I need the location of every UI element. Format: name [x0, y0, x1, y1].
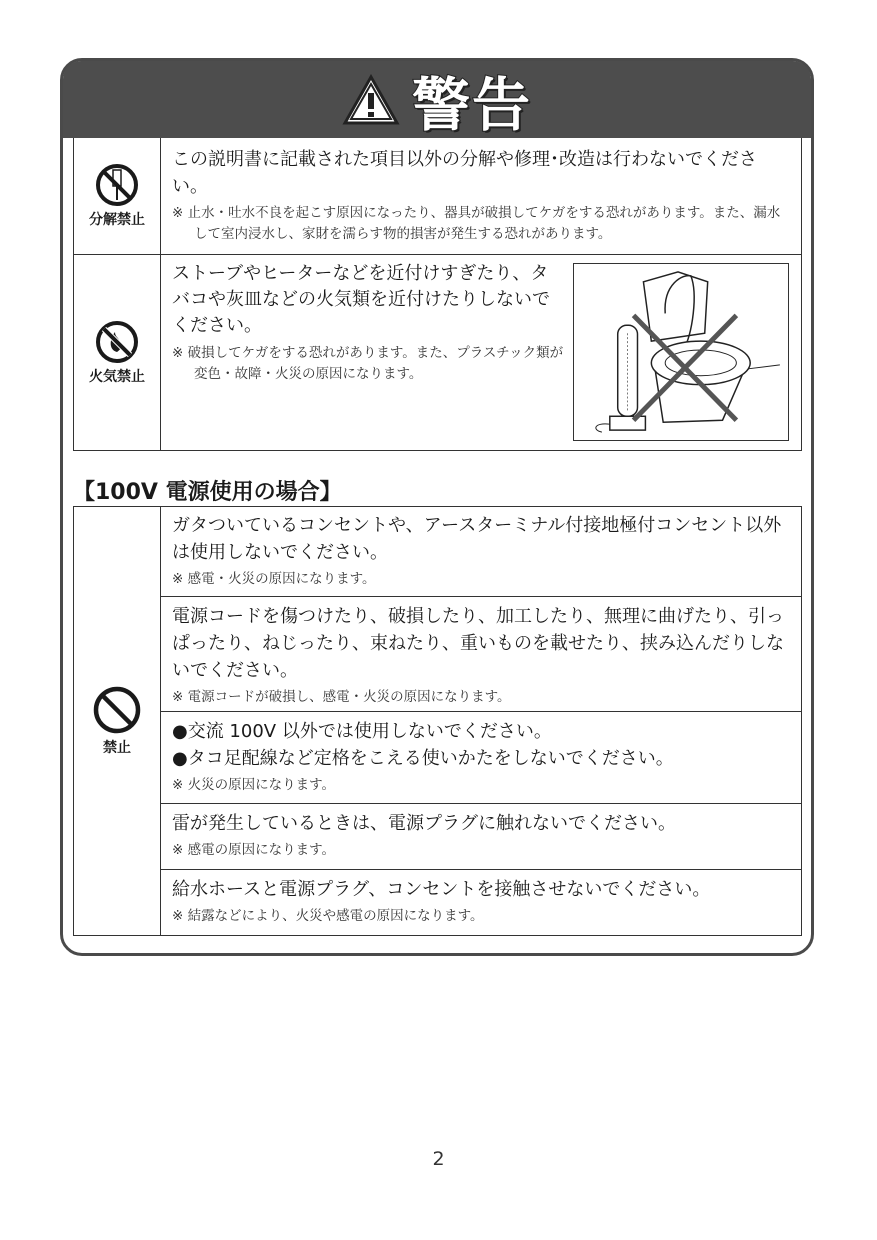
prohibition-main-text: ●タコ足配線など定格をこえる使いかたをしないでください。: [172, 748, 674, 769]
prohibition-item: [160, 711, 801, 806]
prohibition-block: [73, 506, 802, 936]
no-fire-icon: [95, 320, 139, 364]
no-disassembly-icon: [95, 163, 139, 207]
prohibition-main-text: ガタついているコンセントや、アースターミナル付接地極付コンセント以外は使用しないでください。: [172, 514, 782, 563]
warning-row-fire: [73, 254, 802, 451]
prohibition-note: ※ 電源コードが破損し、感電・火災の原因になります。: [172, 689, 511, 705]
prohibition-note: ※ 感電の原因になります。: [172, 842, 336, 858]
page-number: 2: [432, 1148, 445, 1170]
warning-note: ※ 止水・吐水不良を起こす原因になったり、器具が破損してケガをする恐れがあります。また、漏水して室内浸水し、家財を濡らす物的損害が発生する恐れがあります。: [172, 205, 781, 242]
prohibited-icon: [92, 685, 142, 735]
section-title: 【100V 電源使用の場合】: [73, 480, 342, 505]
prohibition-main-text: 雷が発生しているときは、電源プラグに触れないでください。: [172, 813, 676, 834]
toilet-heater-illustration: [573, 263, 789, 441]
prohibition-note: ※ 結露などにより、火災や感電の原因になります。: [172, 908, 484, 924]
warning-main-text: ストーブやヒーターなどを近付けすぎたり、タバコや灰皿などの火気類を近付けたりしないでください。: [172, 263, 550, 336]
prohibition-item: [160, 596, 801, 713]
warning-row-disassembly: [73, 138, 802, 255]
warning-header: [63, 61, 811, 138]
warning-main-text: この説明書に記載された項目以外の分解や修理･改造は行わないでください。: [172, 149, 757, 197]
warning-frame: [60, 58, 814, 956]
warning-note: ※ 破損してケガをする恐れがあります。また、プラスチック類が変色・故障・火災の原因になります。: [172, 345, 564, 382]
prohibition-item: [160, 803, 801, 871]
warning-title: 警告: [411, 70, 532, 139]
icon-label: 禁止: [103, 740, 131, 756]
prohibition-main-text: ●交流 100V 以外では使用しないでください。: [172, 721, 552, 742]
prohibition-item: [160, 506, 801, 597]
prohibition-note: ※ 火災の原因になります。: [172, 777, 336, 793]
icon-label: 分解禁止: [89, 212, 145, 228]
prohibition-note: ※ 感電・火災の原因になります。: [172, 570, 376, 587]
prohibition-main-text: 電源コードを傷つけたり、破損したり、加工したり、無理に曲げたり、引っぱったり、ねじったり、束ねたり、重いものを載せたり、挟み込んだりしないでください。: [172, 606, 784, 681]
prohibition-item: [160, 869, 801, 937]
prohibition-main-text: 給水ホースと電源プラグ、コンセントを接触させないでください。: [172, 879, 711, 900]
warning-triangle-icon: [342, 74, 400, 126]
icon-label: 火気禁止: [89, 368, 145, 385]
